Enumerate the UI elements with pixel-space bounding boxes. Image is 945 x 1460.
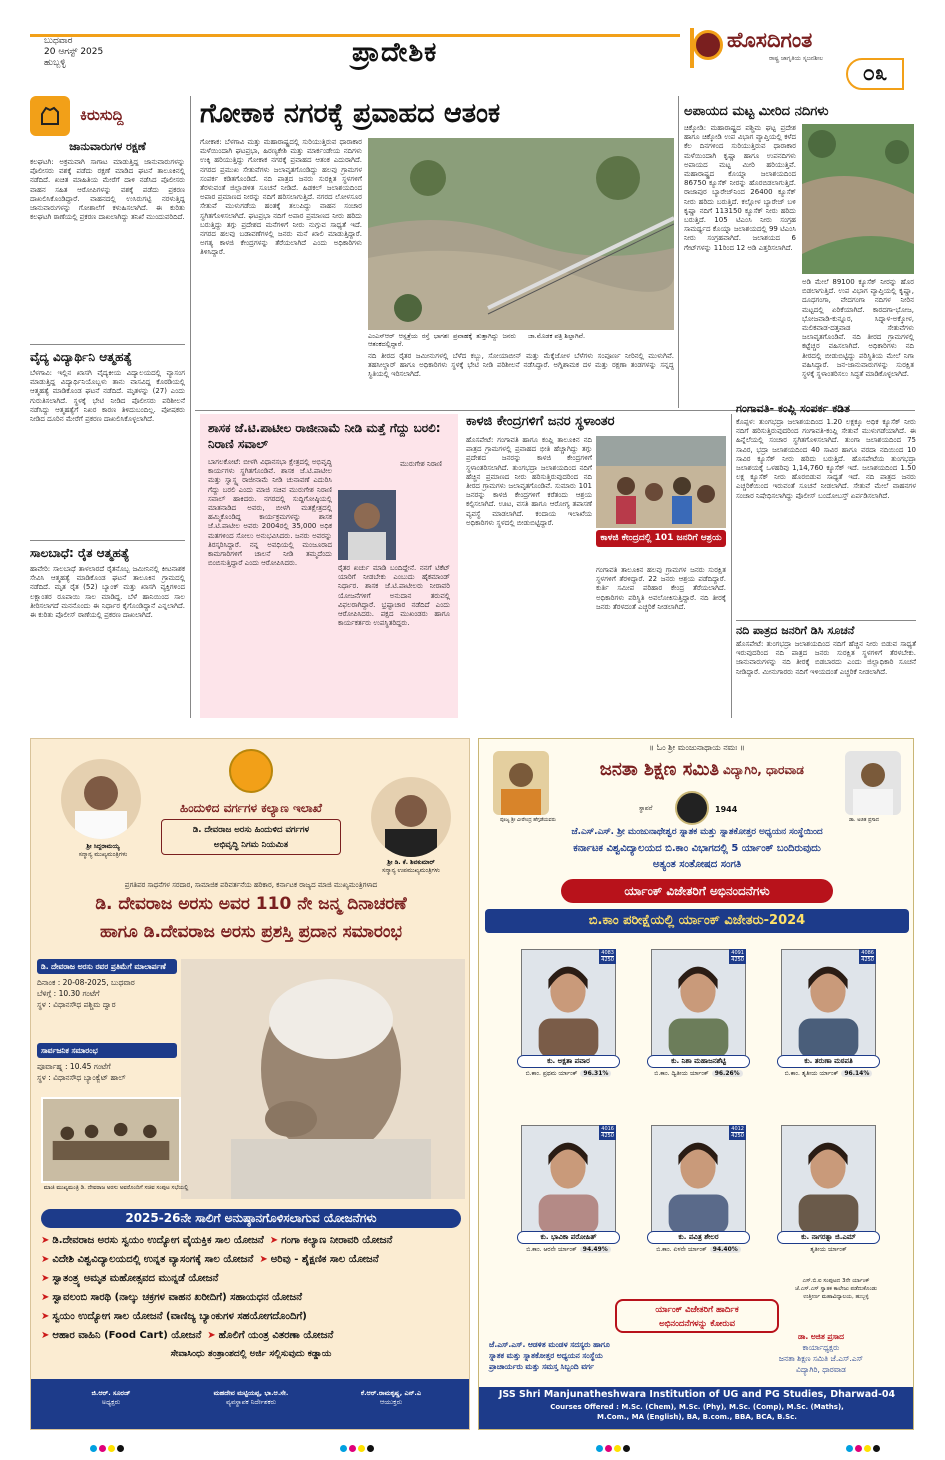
paper-tagline: ರಾಷ್ಟ್ರ ಜಾಗೃತಿಯ ಸೃಜನಶೀಲ [769,55,824,62]
student-name: ಕು. ಅಕ್ಷತಾ ಪವಾರ [517,1055,620,1068]
kirusuddi-title: ಕಿರುಸುದ್ದಿ [80,106,124,124]
masthead-city: ಹುಬ್ಬಳ್ಳಿ [44,58,66,68]
brief-1-body: ಕಲಘಟಗಿ: ಅಕ್ರಮವಾಗಿ ಸಾಗಾಟ ಮಾಡುತ್ತಿದ್ದ ಜಾನುವಾರುಗಳನ್ನು ಪೊಲೀಸರು ವಶಕ್ಕೆ ಪಡೆದು ರಕ್ಷಣೆ ಮಾಡಿದ ಘಟನೆ ತಾಲೂಕಿನಲ್ಲಿ ನಡೆದಿದೆ. ಖಚಿತ ಮಾಹಿತಿಯ ಮೇರೆಗೆ ದಾಳಿ ನಡೆಸಿದ ಪೊಲೀಸರು ವಾಹನ ಸಹಿತ ಆರೋಪಿಗಳನ್ನು ವಶಕ್ಕೆ ಪಡೆದು ಪ್ರಕರಣ ದಾಖಲಿಸಿಕೊಂಡಿದ್ದಾರೆ. ವಾಹನದಲ್ಲಿ ಉಸಿರುಗಟ್ಟಿ ನರಳುತ್ತಿದ್ದ ಜಾನುವಾರುಗಳನ್ನು ಗೋಶಾಲೆಗೆ ಕಳುಹಿಸಲಾಗಿದೆ. ಈ ಕುರಿತು ಕಲಘಟಗಿ ಠಾಣೆಯಲ್ಲಿ ಪ್ರಕರಣ ದಾಖಲಾಗಿದ್ದು ತನಿಖೆ ಮುಂದುವರಿದಿದೆ. [30,158,185,222]
cm-name: ಶ್ರೀ ಸಿದ್ದರಾಮಯ್ಯ [86,843,120,850]
ad-left-dept: ಹಿಂದುಳಿದ ವರ್ಗಗಳ ಕಲ್ಯಾಣ ಇಲಾಖೆ [180,801,322,815]
inst-name: JSS Shri Manjunatheshwara Institution of UG and PG Studies, Dharwad-04 [498,1389,896,1400]
scheme-row: ➤ ಡಿ.ದೇವರಾಜ ಅರಸು ಸ್ವಯಂ ಉದ್ಯೋಗ ವೈಯಕ್ತಿಕ ಸಾಲ ಯೋಜನೆ ➤ ಗಂಗಾ ಕಲ್ಯಾಣ ನೀರಾವರಿ ಯೋಜನೆ [41,1235,393,1246]
column-rule [190,96,191,718]
brief-3-body: ಹಾವೇರಿ: ಸಾಲಬಾಧೆ ತಾಳಲಾರದೆ ರೈತನೊಬ್ಬ ಜಮೀನಿನಲ್ಲಿ ಕೀಟನಾಶಕ ಸೇವಿಸಿ ಆತ್ಮಹತ್ಯೆ ಮಾಡಿಕೊಂಡ ಘಟನೆ ತಾಲೂಕಿನ ಗ್ರಾಮದಲ್ಲಿ ನಡೆದಿದೆ. ಮೃತ ರೈತ (52) ಬ್ಯಾಂಕ್ ಮತ್ತು ಖಾಸಗಿ ವ್ಯಕ್ತಿಗಳಿಂದ ಲಕ್ಷಾಂತರ ರೂಪಾಯಿ ಸಾಲ ಮಾಡಿದ್ದ. ಬೆಳೆ ಹಾನಿಯಿಂದ ಸಾಲ ತೀರಿಸಲಾಗದೆ ಮನನೊಂದು ಈ ನಿರ್ಧಾರ ಕೈಗೊಂಡಿದ್ದಾನೆ ಎನ್ನಲಾಗಿದೆ. ಈ ಕುರಿತು ಪೊಲೀಸ್ ಠಾಣೆಯಲ್ಲಿ ಪ್ರಕರಣ ದಾಖಲಾಗಿದೆ. [30,565,185,620]
shelter-photo [596,436,726,528]
brief-1 [30,140,185,334]
nirani-photo [338,490,396,560]
student-score-tag: 4016 4250 [601,1126,614,1139]
ad-left [30,738,470,1430]
lead-body: ಗೋಕಾಕ: ಬೆಳಗಾವಿ ಮತ್ತು ಮಹಾರಾಷ್ಟ್ರದಲ್ಲಿ ಸುರಿಯುತ್ತಿರುವ ಧಾರಾಕಾರ ಮಳೆಯಿಂದಾಗಿ ಘಟಪ್ರಭಾ, ಹಿರಣ್ಯಕೇಶಿ ಮತ್ತು ಮಾರ್ಕಂಡೇಯ ನದಿಗಳು ಉಕ್ಕಿ ಹರಿಯುತ್ತಿದ್ದು ಗೋಕಾಕ ನಗರಕ್ಕೆ ಪ್ರವಾಹದ ಆತಂಕ ಎದುರಾಗಿದೆ. ನಗರದ ಪ್ರಮುಖ ಸೇತುವೆಗಳು ಜಲಾವೃತಗೊಂಡಿದ್ದು ಹಲವು ಗ್ರಾಮಗಳ ಸಂಪರ್ಕ ಕಡಿತಗೊಂಡಿದೆ. ನದಿ ಪಾತ್ರದ ಜನರು ಸುರಕ್ಷಿತ ಸ್ಥಳಗಳಿಗೆ ತೆರಳುವಂತೆ ಜಿಲ್ಲಾಡಳಿತ ಸೂಚನೆ ನೀಡಿದೆ. ಹಿಡಕಲ್ ಜಲಾಶಯದಿಂದ ಅಪಾರ ಪ್ರಮಾಣದ ನೀರನ್ನು ನದಿಗೆ ಹರಿಸಲಾಗುತ್ತಿದೆ. ನಗರದ ಲೋಳಸೂರ ಸೇತುವೆ ಮುಳುಗಡೆಯ ಹಂತಕ್ಕೆ ತಲುಪಿದ್ದು ವಾಹನ ಸಂಚಾರ ಸ್ಥಗಿತಗೊಳಿಸಲಾಗಿದೆ. ಘಟಪ್ರಭಾ ನದಿಗೆ ಅಪಾರ ಪ್ರಮಾಣದ ನೀರು ಹರಿದು ಬರುತ್ತಿದ್ದು ತಗ್ಗು ಪ್ರದೇಶದ ಮನೆಗಳಿಗೆ ನೀರು ನುಗ್ಗುವ ಸಾಧ್ಯತೆ ಇದೆ. ನಗರದ ಹಲವು ಬಡಾವಣೆಗಳಲ್ಲಿ ಜನರು ಮನೆ ಖಾಲಿ ಮಾಡುತ್ತಿದ್ದಾರೆ. ಅಗತ್ಯ ಕಾಳಜಿ ಕೇಂದ್ರಗಳನ್ನು ತೆರೆಯಲಾಗಿದೆ ಎಂದು ಅಧಿಕಾರಿಗಳು ತಿಳಿಸಿದ್ದಾರೆ. [200,138,362,257]
patil-body-2: ರೈತರ ಖರ್ಚು ಮಾಡಿ ಬಂದಿದ್ದೇನೆ. ನನಗೆ ಟಿಕೆಟ್ ಯಾರಿಗೆ ನೀಡಬೇಕು ಎಂಬುದು ಹೈಕಮಾಂಡ್ ನಿರ್ಧಾರ. ಶಾಸಕ ಜೆ.ಟಿ.ಪಾಟೀಲರು ನೀರಾವರಿ ಯೋಜನೆಗಳಿಗೆ ಅನುದಾನ ತರುವಲ್ಲಿ ವಿಫಲರಾಗಿದ್ದಾರೆ. ಭ್ರಷ್ಟಾಚಾರ ನಡೆದಿದೆ ಎಂದು ಆರೋಪಿಸಿದರು. ಪಕ್ಷದ ಮುಖಂಡರು ಹಾಗೂ ಕಾರ್ಯಕರ್ತರು ಉಪಸ್ಥಿತರಿದ್ದರು. [338,564,450,628]
ceremony-box-2-place: ಸ್ಥಳ : ವಿಧಾನಸೌಧ ಬ್ಯಾಂಕ್ವೆಟ್ ಹಾಲ್ [37,1073,126,1082]
ceremony-box-2-title: ಸಾರ್ವಜನಿಕ ಸಮಾರಂಭ [37,1043,177,1058]
student-percentage: 96.14% [841,1070,872,1077]
student-name: ಕು. ನಿಶಾ ಮಹಾಜನಶೆಟ್ಟಿ [647,1055,750,1068]
scheme-row: ➤ ಸ್ವಯಂ ಉದ್ಯೋಗ ಸಾಲ ಯೋಜನೆ (ವಾಣಿಜ್ಯ ಬ್ಯಾಂಕುಗಳ ಸಹಯೋಗದೊಂದಿಗೆ) [41,1311,307,1322]
rivers-photo [802,124,914,274]
brief-2 [30,350,185,541]
ad-right-banner-1: ರ್ಯಾಂಕ್ ವಿಜೇತರಿಗೆ ಅಭಿನಂದನೆಗಳು [561,879,833,903]
student-percentage: 94.49% [580,1246,611,1253]
student-name: ಕು. ಪವಿತ್ರ ಶೇಲರ [647,1231,750,1244]
divider [30,344,185,345]
section-title: ಪ್ರಾದೇಶಿಕ [352,37,438,68]
logo-icon [693,30,723,60]
ad-right-banner-2: ಬಿ.ಕಾಂ ಪರೀಕ್ಷೆಯಲ್ಲಿ ರ್ಯಾಂಕ್ ವಿಜೇತರು-2024 [485,909,909,933]
student-rank: ಬಿ.ಕಾಂ. ತೃತೀಯ ರ್ಯಾಂಕ್ 96.14% [779,1068,878,1079]
student-card [781,1125,876,1256]
student-card [651,1125,746,1256]
dcm-role: ಸನ್ಮಾನ್ಯ ಉಪಮುಖ್ಯಮಂತ್ರಿಗಳು [382,867,440,874]
page-number-badge [846,58,904,90]
lead-photo-caption-1: ಎಂಎಸ್ಆರ್ ಆಸ್ಪತ್ರೆಯ ರಸ್ತೆ ಭಾಗಶಃ ಪ್ರವಾಹಕ್ಕೆ ತುತ್ತಾಗಿದ್ದು ಜನರು ಆತಂಕದಲ್ಲಿದ್ದಾರೆ. [368,332,516,348]
inst-courses: Courses Offered : M.Sc. (Chem), M.Sc. (Phy), M.Sc. (Comp), M.Sc. (Maths), [550,1403,844,1411]
ad-right-footer-left: ಜೆ.ಎಸ್.ಎಸ್. ಆಡಳಿತ ಮಂಡಳ ಸದಸ್ಯರು ಹಾಗೂ ಸ್ನಾತಕ ಮತ್ತು ಸ್ನಾತಕೋತ್ತರ ಅಧ್ಯಯನ ಸಂಸ್ಥೆಯ ಪ್ರಾಚಾರ್ಯರು ಮತ್ತು ಸಮಸ್ತ ಸಿಬ್ಬಂದಿ ವರ್ಗ [489,1340,610,1371]
msc-note: ಎಸ್.ಬಿ.ಐ ಸಂಪುಟದ 3ನೇ ರ್ಯಾಂಕ್ ಜೆ.ಎಸ್.ಎಸ್ ಸ್ವಾತಕ ಕಾಲೇಜು ಪಡೆದುಕೊಂಡು ಉತ್ತೀರ್ಣ ಮಹಾವಿದ್ಯಾಲಯ, ಹುಬ್ಬಳ್ಳಿ [794,1278,878,1300]
dcm-photo [371,777,451,857]
brief-2-heading: ವೈದ್ಯ ವಿದ್ಯಾರ್ಥಿನಿ ಆತ್ಮಹತ್ಯೆ [30,350,132,364]
brief-1-heading: ಜಾನುವಾರುಗಳ ರಕ್ಷಣೆ [69,140,146,153]
congrats-box [615,1299,779,1333]
patil-headline: ಶಾಸಕ ಜೆ.ಟಿ.ಪಾಟೀಲ ರಾಜೀನಾಮೆ ನೀಡಿ ಮತ್ತೆ ಗೆದ್ದು ಬರಲಿ: ನಿರಾಣಿ ಸವಾಲ್ [208,421,441,451]
student-name: ಕು. ಭಾವಿಕಾ ಪರೋಹಿತ್ [517,1231,620,1244]
left-person-photo [493,751,549,815]
lead-headline: ಗೋಕಾಕ ನಗರಕ್ಕೆ ಪ್ರವಾಹದ ಆತಂಕ [200,98,501,129]
column-rule [731,414,732,718]
ad-left-corp-1: ಡಿ. ದೇವರಾಜ ಅರಸು ಹಿಂದುಳಿದ ವರ್ಗಗಳ [192,825,310,835]
dcm-caption [361,859,461,875]
student-rank: ಬಿ.ಕಾಂ. ಆರನೇ ರ್ಯಾಂಕ್ 94.49% [519,1244,618,1255]
shelter-body: ಹೊಸಪೇಟೆ: ಗಂಗಾವತಿ ಹಾಗೂ ಕಂಪ್ಲಿ ತಾಲೂಕಿನ ನದಿ ಪಾತ್ರದ ಗ್ರಾಮಗಳಲ್ಲಿ ಪ್ರವಾಹದ ಭೀತಿ ಹೆಚ್ಚಾಗಿದ್ದು ತಗ್ಗು ಪ್ರದೇಶದ ಜನರನ್ನು ಕಾಳಜಿ ಕೇಂದ್ರಗಳಿಗೆ ಸ್ಥಳಾಂತರಿಸಲಾಗಿದೆ. ತುಂಗಭದ್ರಾ ಜಲಾಶಯದಿಂದ ನದಿಗೆ ಹೆಚ್ಚಿನ ಪ್ರಮಾಣದ ನೀರು ಹರಿಸುತ್ತಿರುವುದರಿಂದ ನದಿ ತೀರದ ಗ್ರಾಮಗಳು ಜಲಾವೃತಗೊಂಡಿವೆ. ಸುಮಾರು 101 ಜನರನ್ನು ಕಾಳಜಿ ಕೇಂದ್ರಗಳಿಗೆ ಕರೆತಂದು ಆಶ್ರಯ ಕಲ್ಪಿಸಲಾಗಿದೆ. ಊಟ, ವಸತಿ ಹಾಗೂ ಆರೋಗ್ಯ ತಪಾಸಣೆ ವ್ಯವಸ್ಥೆ ಮಾಡಲಾಗಿದೆ. ಕಂದಾಯ ಇಲಾಖೆಯ ಅಧಿಕಾರಿಗಳು ಸ್ಥಳದಲ್ಲಿ ಬೀಡುಬಿಟ್ಟಿದ್ದಾರೆ. [466,436,592,527]
ad-right-org-place: ವಿದ್ಯಾಗಿರಿ, ಧಾರವಾಡ [723,763,804,777]
dc-notice-body: ಹೊಸಪೇಟೆ: ತುಂಗಭದ್ರಾ ಜಲಾಶಯದಿಂದ ನದಿಗೆ ಹೆಚ್ಚಿನ ನೀರು ಬಿಡುವ ಸಾಧ್ಯತೆ ಇರುವುದರಿಂದ ನದಿ ಪಾತ್ರದ ಜನರು ಸುರಕ್ಷಿತ ಸ್ಥಳಗಳಿಗೆ ತೆರಳಬೇಕು. ಜಾನುವಾರುಗಳನ್ನು ನದಿ ತೀರಕ್ಕೆ ಬಿಡಬಾರದು ಎಂದು ಜಿಲ್ಲಾಧಿಕಾರಿ ಸೂಚನೆ ನೀಡಿದ್ದಾರೆ. ಮೀನುಗಾರರು ನದಿಗೆ ಇಳಿಯದಂತೆ ಎಚ್ಚರಿಕೆ ನೀಡಲಾಗಿದೆ. [736,640,916,676]
schemes-title: 2025-26ನೇ ಸಾಲಿಗೆ ಅನುಷ್ಠಾನಗೊಳಿಸಲಾಗುವ ಯೋಜನೆಗಳು [41,1209,461,1228]
column-rule [678,96,679,408]
masthead [0,0,945,90]
ceremony-box-2 [37,1043,177,1087]
student-rank: ಬಿ.ಕಾಂ. ದ್ವಿತೀಯ ರ್ಯಾಂಕ್ 96.26% [649,1068,748,1079]
student-photo [521,1125,616,1235]
dc-notice-headline: ನದಿ ಪಾತ್ರದ ಜನರಿಗೆ ಡಿಸಿ ಸೂಚನೆ [736,624,855,637]
registration-marks-center-2 [596,1445,632,1454]
shelter-headline: ಕಾಳಜಿ ಕೇಂದ್ರಗಳಿಗೆ ಜನರ ಸ್ಥಳಾಂತರ [466,414,615,429]
patil-body-top: ಮುರುಗೇಶ ನಿರಾಣಿ [400,460,442,468]
scheme-row: ➤ ವಿದೇಶಿ ವಿಶ್ವವಿದ್ಯಾಲಯದಲ್ಲಿ ಉನ್ನತ ವ್ಯಾಸಂಗಕ್ಕೆ ಸಾಲ ಯೋಜನೆ ➤ ಅರಿವು - ಶೈಕ್ಷಣಿಕ ಸಾಲ ಯೋಜನೆ [41,1254,379,1265]
cabinet-photo [41,1097,181,1183]
student-percentage: 96.31% [580,1070,611,1077]
scheme-row: ➤ ಸ್ವಾತಂತ್ರ್ಯ ಅಮೃತ ಮಹೋತ್ಸವದ ಮುನ್ನಡೆ ಯೋಜನೆ [41,1273,219,1284]
signatory-2: ಮಹದೇವ ಮಟ್ಟಿಯಪ್ಪ, ಭಾ.ಆ.ಸೇ. ವ್ಯವಸ್ಥಾಪಕ ನಿರ್ದೇಶಕರು [213,1389,289,1406]
right-person-photo [845,751,901,815]
estd-year: 1944 [715,805,738,814]
registration-marks-center-1 [340,1445,376,1454]
student-rank: ತೃತೀಯ ರ್ಯಾಂಕ್ [810,1246,847,1253]
gangavati-body: ಕೊಪ್ಪಳ: ತುಂಗಭದ್ರಾ ಜಲಾಶಯದಿಂದ 1.20 ಲಕ್ಷಕ್ಕೂ ಅಧಿಕ ಕ್ಯೂಸೆಕ್ ನೀರು ನದಿಗೆ ಹರಿಸುತ್ತಿರುವುದರಿಂದ ಗಂಗಾವತಿ-ಕಂಪ್ಲಿ ಸೇತುವೆ ಮುಳುಗಡೆಯಾಗಿದೆ. ಈ ಹಿನ್ನೆಲೆಯಲ್ಲಿ ಸಂಚಾರ ಸ್ಥಗಿತಗೊಳಿಸಲಾಗಿದೆ. ತುಂಗಾ ಜಲಾಶಯದಿಂದ 75 ಸಾವಿರ, ಭದ್ರಾ ಜಲಾಶಯದಿಂದ 40 ಸಾವಿರ ಹಾಗೂ ವರದಾ ನದಿಯಿಂದ 10 ಸಾವಿರ ಕ್ಯೂಸೆಕ್ ನೀರು ಹರಿದು ಬರುತ್ತಿದೆ. ಹೊಸಪೇಟೆಯ ತುಂಗಭದ್ರಾ ಜಲಾಶಯಕ್ಕೆ ಒಳಹರಿವು 1,14,760 ಕ್ಯೂಸೆಕ್ ಇದೆ. ಜಲಾಶಯದಿಂದ 1.50 ಲಕ್ಷ ಕ್ಯೂಸೆಕ್ ನೀರು ಹೊರಬಿಡುವ ಸಾಧ್ಯತೆ ಇದೆ. ನದಿ ಪಾತ್ರದ ಜನರು ಎಚ್ಚರಿಕೆಯಿಂದ ಇರುವಂತೆ ಸೂಚನೆ ನೀಡಲಾಗಿದೆ. ಸೇತುವೆ ಮೇಲೆ ವಾಹನಗಳ ಸಂಚಾರ ನಿಷೇಧಿಸಲಾಗಿದ್ದು ಪೊಲೀಸ್ ಬಂದೋಬಸ್ತ್ ಏರ್ಪಡಿಸಲಾಗಿದೆ. [736,418,916,500]
right-person-caption: ಡಾ. ಅಜಿತ ಪ್ರಸಾದ [848,817,880,823]
masthead-date-block [44,36,174,69]
student-rank: ಬಿ.ಕಾಂ. ಏಳನೇ ರ್ಯಾಂಕ್ 94.40% [649,1244,748,1255]
student-percentage: 94.40% [710,1246,741,1253]
signatory-3: ಕೆ.ಆರ್.ರಾಮಕೃಷ್ಣ, ಎನ್.ಎ ಆಯುಕ್ತರು [360,1389,422,1406]
cabinet-photo-caption: ಮಾಜಿ ಮುಖ್ಯಮಂತ್ರಿ ಡಿ. ದೇವರಾಜ ಅರಸು ಅವರೊಂದಿಗೆ ಸಚಿವ ಸಂಪುಟ ಸಭೆಯಲ್ಲಿ [43,1185,189,1191]
student-card [651,949,746,1080]
rivers-body: ಚಿಕ್ಕೋಡಿ: ಮಹಾರಾಷ್ಟ್ರದ ಪಶ್ಚಿಮ ಘಟ್ಟ ಪ್ರದೇಶ ಹಾಗೂ ಚಿಕ್ಕೋಡಿ ಉಪ ವಿಭಾಗ ವ್ಯಾಪ್ತಿಯಲ್ಲಿ ಕಳೆದ ಕೆಲ ದಿನಗಳಿಂದ ಸುರಿಯುತ್ತಿರುವ ಧಾರಾಕಾರ ಮಳೆಯಿಂದಾಗಿ ಕೃಷ್ಣಾ ಹಾಗೂ ಉಪನದಿಗಳು ಅಪಾಯದ ಮಟ್ಟ ಮೀರಿ ಹರಿಯುತ್ತಿವೆ. ಮಹಾರಾಷ್ಟ್ರದ ಕೊಯ್ನಾ ಜಲಾಶಯದಿಂದ 86750 ಕ್ಯೂಸೆಕ್ ನೀರನ್ನು ಹೊರಬಿಡಲಾಗುತ್ತಿದೆ. ರಾಜಾಪುರ ಬ್ಯಾರೇಜ್‌ನಿಂದ 26400 ಕ್ಯೂಸೆಕ್ ನೀರು ಹರಿದು ಬರುತ್ತಿದೆ. ಕಲ್ಲೋಳ ಬ್ಯಾರೇಜ್ ಬಳಿ ಕೃಷ್ಣಾ ನದಿಗೆ 113150 ಕ್ಯೂಸೆಕ್ ನೀರು ಹರಿದು ಬರುತ್ತಿದೆ. 105 ಟಿಎಂಸಿ ನೀರು ಸಂಗ್ರಹ ಸಾಮರ್ಥ್ಯದ ಕೊಯ್ನಾ ಜಲಾಶಯದಲ್ಲಿ 99 ಟಿಎಂಸಿ ನೀರು ಸಂಗ್ರಹವಾಗಿದೆ. ಜಲಾಶಯದ 6 ಗೇಟ್‌ಗಳನ್ನು 11ರಿಂದ 12 ಅಡಿ ಎತ್ತರಿಸಲಾಗಿದೆ. [684,124,796,252]
ad-right [478,738,914,1430]
urs-portrait [181,959,465,1199]
ceremony-date: ದಿನಾಂಕ : 20-08-2025, ಬುಧವಾರ [37,978,135,987]
rivers-headline: ಅಪಾಯದ ಮಟ್ಟ ಮೀರಿದ ನದಿಗಳು [684,104,829,119]
ceremony-time: ಬೆಳಿಗ್ಗೆ : 10.30 ಗಂಟೆಗೆ [37,989,100,998]
congrats-line-1: ರ್ಯಾಂಕ್ ವಿಜೇತರಿಗೆ ಹಾರ್ದಿಕ [655,1305,739,1315]
ad-left-title-2: ಹಾಗೂ ಡಿ.ದೇವರಾಜ ಅರಸು ಪ್ರಶಸ್ತಿ ಪ್ರದಾನ ಸಮಾರಂಭ [100,922,402,942]
ceremony-box-1 [37,959,177,1037]
schemes-list [41,1231,461,1345]
student-photo [781,949,876,1059]
student-card [521,949,616,1080]
student-photo [781,1125,876,1235]
page-number: ೦೩ [862,61,888,86]
gangavati-headline: ಗಂಗಾವತಿ- ಕಂಪ್ಲಿ ಸಂಪರ್ಕ ಕಡಿತ [736,402,850,415]
rivers-body-2: ಅಡಿ ಮೇಲೆ 89100 ಕ್ಯೂಸೆಕ್ ನೀರನ್ನು ಹೊರ ಬಿಡಲಾಗುತ್ತಿದೆ. ಉಪ ವಿಭಾಗ ವ್ಯಾಪ್ತಿಯಲ್ಲಿ ಕೃಷ್ಣಾ, ದೂಧಗಂಗಾ, ವೇದಗಂಗಾ ನದಿಗಳ ನೀರಿನ ಮಟ್ಟದಲ್ಲಿ ಏರಿಕೆಯಾಗಿದೆ. ಕಾರದಗಾ-ಭೋಜ, ಭೋಜವಾಡಿ-ಕುನ್ನೂರ, ಸಿದ್ನಾಳ-ಅಕ್ಕೋಳ, ಮಲಿಕವಾಡ-ದತ್ತವಾಡ ಸೇತುವೆಗಳು ಜಲಾವೃತಗೊಂಡಿವೆ. ನದಿ ತೀರದ ಗ್ರಾಮಗಳಲ್ಲಿ ಕಟ್ಟೆಚ್ಚರ ವಹಿಸಲಾಗಿದೆ. ಅಧಿಕಾರಿಗಳು ನದಿ ತೀರದಲ್ಲಿ ಬೀಡುಬಿಟ್ಟಿದ್ದು ಪರಿಸ್ಥಿತಿಯ ಮೇಲೆ ನಿಗಾ ವಹಿಸಿದ್ದಾರೆ. ಜನ-ಜಾನುವಾರುಗಳನ್ನು ಸುರಕ್ಷಿತ ಸ್ಥಳಕ್ಕೆ ಸ್ಥಳಾಂತರಿಸಲು ಸಿದ್ಧತೆ ಮಾಡಿಕೊಳ್ಳಲಾಗಿದೆ. [802,278,914,379]
cm-caption [53,843,153,859]
divider [30,540,185,541]
scheme-row: ➤ ಆಹಾರ ವಾಹಿನಿ (Food Cart) ಯೋಜನೆ ➤ ಹೊಲಿಗೆ ಯಂತ್ರ ವಿತರಣಾ ಯೋಜನೆ [41,1330,334,1341]
ad-left-signatories [31,1379,470,1430]
institution-emblem [675,791,709,825]
ad-right-org: ಜನತಾ ಶಿಕ್ಷಣ ಸಮಿತಿ [599,759,719,780]
brief-2-body: ಬೆಳಗಾವಿ: ಇಲ್ಲಿನ ಖಾಸಗಿ ವೈದ್ಯಕೀಯ ವಿದ್ಯಾಲಯದಲ್ಲಿ ವ್ಯಾಸಂಗ ಮಾಡುತ್ತಿದ್ದ ವಿದ್ಯಾರ್ಥಿನಿಯೊಬ್ಬಳು ತಾನು ವಾಸವಿದ್ದ ಕೊಠಡಿಯಲ್ಲಿ ಆತ್ಮಹತ್ಯೆ ಮಾಡಿಕೊಂಡ ಘಟನೆ ನಡೆದಿದೆ. ಮೃತಳನ್ನು (27) ಎಂದು ಗುರುತಿಸಲಾಗಿದೆ. ಸ್ಥಳಕ್ಕೆ ಭೇಟಿ ನೀಡಿದ ಪೊಲೀಸರು ಪರಿಶೀಲನೆ ನಡೆಸಿದ್ದು ಆತ್ಮಹತ್ಯೆಗೆ ನಿಖರ ಕಾರಣ ತಿಳಿದುಬಂದಿಲ್ಲ. ಪೋಷಕರು ನೀಡಿದ ದೂರಿನ ಮೇರೆಗೆ ಪ್ರಕರಣ ದಾಖಲಿಸಿಕೊಳ್ಳಲಾಗಿದೆ. [30,369,185,424]
scheme-row: ➤ ಸ್ವಾವಲಂಬಿ ಸಾರಥಿ (ನಾಲ್ಕು ಚಕ್ರಗಳ ವಾಹನ ಖರೀದಿಗೆ) ಸಹಾಯಧನ ಯೋಜನೆ [41,1292,303,1303]
govt-emblem [229,749,273,793]
dcm-name: ಶ್ರೀ ಡಿ. ಕೆ. ಶಿವಕುಮಾರ್ [387,859,435,866]
lead-body-2: ನದಿ ತೀರದ ರೈತರ ಜಮೀನುಗಳಲ್ಲಿ ಬೆಳೆದ ಕಬ್ಬು, ಸೋಯಾಬೀನ್ ಮತ್ತು ಮೆಕ್ಕೆಜೋಳ ಬೆಳೆಗಳು ಸಂಪೂರ್ಣ ನೀರಿನಲ್ಲಿ ಮುಳುಗಿವೆ. ತಹಸೀಲ್ದಾರ್ ಹಾಗೂ ಅಧಿಕಾರಿಗಳು ಸ್ಥಳಕ್ಕೆ ಭೇಟಿ ನೀಡಿ ಪರಿಶೀಲನೆ ನಡೆಸಿದ್ದಾರೆ. ಅಗ್ನಿಶಾಮಕ ದಳ ಮತ್ತು ರಕ್ಷಣಾ ತಂಡಗಳನ್ನು ಸನ್ನದ್ಧ ಸ್ಥಿತಿಯಲ್ಲಿ ಇರಿಸಲಾಗಿದೆ. [368,352,674,379]
student-card [781,949,876,1080]
shelter-photo-caption: ಕಾಳಜಿ ಕೇಂದ್ರದಲ್ಲಿ 101 ಜನರಿಗೆ ಆಶ್ರಯ [596,530,726,547]
inst-courses-2: M.Com., MA (English), BA, B.com., BBA, BCA, B.Sc. [597,1413,797,1421]
student-name: ಕು. ನಾಗರತ್ನಾ ಜಿ.ಎಮ್ [777,1231,880,1244]
shelter-body-2: ಗಂಗಾವತಿ ತಾಲೂಕಿನ ಹಲವು ಗ್ರಾಮಗಳ ಜನರು ಸುರಕ್ಷಿತ ಸ್ಥಳಗಳಿಗೆ ತೆರಳಿದ್ದಾರೆ. 22 ಜನರು ಆಶ್ರಯ ಪಡೆದಿದ್ದಾರೆ. ಕುರ್ತಿ ಸಮೀಪ ಪರಿಹಾರ ಕೇಂದ್ರ ತೆರೆಯಲಾಗಿದೆ. ಅಧಿಕಾರಿಗಳು ಪರಿಸ್ಥಿತಿ ಅವಲೋಕಿಸುತ್ತಿದ್ದಾರೆ. ನದಿ ತೀರಕ್ಕೆ ಜನರು ತೆರಳದಂತೆ ಎಚ್ಚರಿಕೆ ನೀಡಲಾಗಿದೆ. [596,566,726,611]
brief-3-heading: ಸಾಲಬಾಧೆ: ರೈತ ಆತ್ಮಹತ್ಯೆ [30,546,130,560]
signatory-1: ಜಿ.ಆರ್. ಸೂರಜ್ ಅಧ್ಯಕ್ಷರು [91,1389,131,1406]
brief-3 [30,546,185,733]
invocation: ॥ ಓಂ ಶ್ರೀ ಮಂಜುನಾಥಾಯ ನಮಃ ॥ [649,743,745,752]
cm-photo [61,759,141,839]
registration-marks-right [846,1445,882,1454]
student-percentage: 96.26% [712,1070,743,1077]
ad-right-line-1: ಜೆ.ಎಸ್.ಎಸ್. ಶ್ರೀ ಮಂಜುನಾಥೇಶ್ವರ ಸ್ನಾತಕ ಮತ್ತು ಸ್ನಾತಕೋತ್ತರ ಅಧ್ಯಯನ ಸಂಸ್ಥೆಯಿಂದ [571,827,823,837]
kirusuddi-header [30,96,185,136]
lead-flood-photo [368,138,674,330]
ad-left-intro: ಪ್ರಗತಿಪರ ಸಾಧನೆಗಳ ಸರದಾರ, ಸಾಮಾಜಿಕ ಪರಿವರ್ತನೆಯ ಹರಿಕಾರ, ಕರ್ನಾಟಕ ರಾಜ್ಯದ ಮಾಜಿ ಮುಖ್ಯಮಂತ್ರಿಗಳಾದ [124,881,378,889]
student-score-tag: 4083 4250 [601,950,614,963]
lead-photo-caption-2: ಜಾ.ಮೊಡಕ ಪತ್ರಿ ಶಿಲ್ಪಾಗಿವೆ. [528,332,586,340]
student-rank: ಬಿ.ಕಾಂ. ಪ್ರಥಮ ರ್ಯಾಂಕ್ 96.31% [519,1068,618,1079]
registration-marks-left [90,1445,126,1454]
student-card [521,1125,616,1256]
ad-left-corp-box [161,819,341,855]
masthead-date: 20 ಆಗಸ್ಟ್ 2025 [44,47,104,57]
ceremony-place: ಸ್ಥಳ : ವಿಧಾನಸೌಧ ಪಶ್ಚಿಮ ದ್ವಾರ [37,1000,116,1009]
student-score-tag: 4086 4250 [861,950,874,963]
student-score-tag: 4091 4250 [731,950,744,963]
student-score-tag: 4012 4250 [731,1126,744,1139]
student-photo [651,949,746,1059]
student-photo [521,949,616,1059]
ad-right-line-2: ಕರ್ನಾಟಕ ವಿಶ್ವವಿದ್ಯಾಲಯದ ಬಿ.ಕಾಂ ವಿಭಾಗದಲ್ಲಿ 5 ರ್ಯಾಂಕ್ ಬಂದಿರುವುದು [573,843,821,854]
divider [736,620,916,621]
paper-name: ಹೊಸದಿಗಂತ [727,28,813,52]
logo-swoosh [690,28,694,68]
congrats-line-2: ಅಭಿನಂದನೆಗಳನ್ನು ಕೋರುವ [659,1319,735,1329]
ad-left-corp-2: ಅಭಿವೃದ್ಧಿ ನಿಗಮ ನಿಯಮಿತ [213,840,289,850]
ad-left-title-1: ಡಿ. ದೇವರಾಜ ಅರಸು ಅವರ 110 ನೇ ಜನ್ಮ ದಿನಾಚರಣೆ [95,894,407,914]
student-photo [651,1125,746,1235]
ad-right-inst-bar [479,1387,914,1430]
masthead-day: ಬುಧವಾರ [44,36,73,46]
left-person-caption: ಪೂಜ್ಯ ಶ್ರೀ ವೀರೇಂದ್ರ ಹೆಗ್ಗಡೆಯವರು [500,817,556,823]
ceremony-box-2-time: ಪೂರ್ವಾಹ್ನ : 10.45 ಗಂಟೆಗೆ [37,1062,111,1071]
student-name: ಕು. ತರುಣಾ ಮಠಪತಿ [777,1055,880,1068]
ad-right-footer-right: ಡಾ. ಅಜಿತ ಪ್ರಸಾದ ಕಾರ್ಯಾಧ್ಯಕ್ಷರು ಜನತಾ ಶಿಕ್ಷಣ ಸಮಿತಿ ಜೆ.ಎಸ್.ಎಸ್ ವಿದ್ಯಾಗಿರಿ, ಧಾರವಾಡ [778,1332,864,1374]
patil-box [200,414,458,718]
ad-left-footer-note: ಸೇವಾಸಿಂಧು ತಂತ್ರಾಂಶದಲ್ಲಿ ಅರ್ಜಿ ಸಲ್ಲಿಸುವುದು ಕಡ್ಡಾಯ [170,1349,332,1359]
patil-body: ಬಾಗಲಕೋಟೆ: ಬೀಳಗಿ ವಿಧಾನಸಭಾ ಕ್ಷೇತ್ರದಲ್ಲಿ ಅಭಿವೃದ್ಧಿ ಕಾರ್ಯಗಳು ಸ್ಥಗಿತಗೊಂಡಿವೆ. ಶಾಸಕ ಜೆ.ಟಿ.ಪಾಟೀಲ ಮತ್ತು ಸ್ವಾಸ್ಥ್ಯ ರಾಜೀನಾಮೆ ನೀಡಿ ಚುನಾವಣೆ ಎದುರಿಸಿ ಗೆದ್ದು ಬರಲಿ ಎಂದು ಮಾಜಿ ಸಚಿವ ಮುರುಗೇಶ ನಿರಾಣಿ ಸವಾಲ್ ಹಾಕಿದರು. ನಗರದಲ್ಲಿ ಸುದ್ದಿಗೋಷ್ಠಿಯಲ್ಲಿ ಮಾತನಾಡಿದ ಅವರು, ಬೀಳಗಿ ಮತಕ್ಷೇತ್ರದಲ್ಲಿ ಹಮ್ಮಿಕೊಂಡಿದ್ದ ಕಾರ್ಯಕ್ರಮಗಳನ್ನು ಶಾಸಕ ಜೆ.ಟಿ.ಪಾಟೀಲ ಅವರು 2004ರಲ್ಲಿ 35,000 ಅಧಿಕ ಮತಗಳಿಂದ ಸೋಲು ಅನುಭವಿಸಿದರು. ಜನರು ಅವರನ್ನು ತಿರಸ್ಕರಿಸಿದ್ದಾರೆ. ನನ್ನ ಅವಧಿಯಲ್ಲಿ ಮಂಜೂರಾದ ಕಾಮಗಾರಿಗಳಿಗೆ ಚಾಲನೆ ನೀಡಿ ತಮ್ಮದೆಂದು ಬಿಂಬಿಸುತ್ತಿದ್ದಾರೆ ಎಂದು ಆರೋಪಿಸಿದರು. [208,458,332,568]
ad-right-line-3: ಅತ್ಯಂತ ಸಂತೋಷದ ಸಂಗತಿ [652,859,742,870]
estd-label: ಸ್ಥಾಪನೆ [639,805,653,812]
ceremony-box-1-title: ಡಿ. ದೇವರಾಜ ಅರಸು ರವರ ಪ್ರತಿಮೆಗೆ ಮಾಲಾರ್ಪಣೆ [37,959,177,974]
hand-icon [30,96,70,136]
cm-role: ಸನ್ಮಾನ್ಯ ಮುಖ್ಯಮಂತ್ರಿಗಳು [78,851,128,858]
